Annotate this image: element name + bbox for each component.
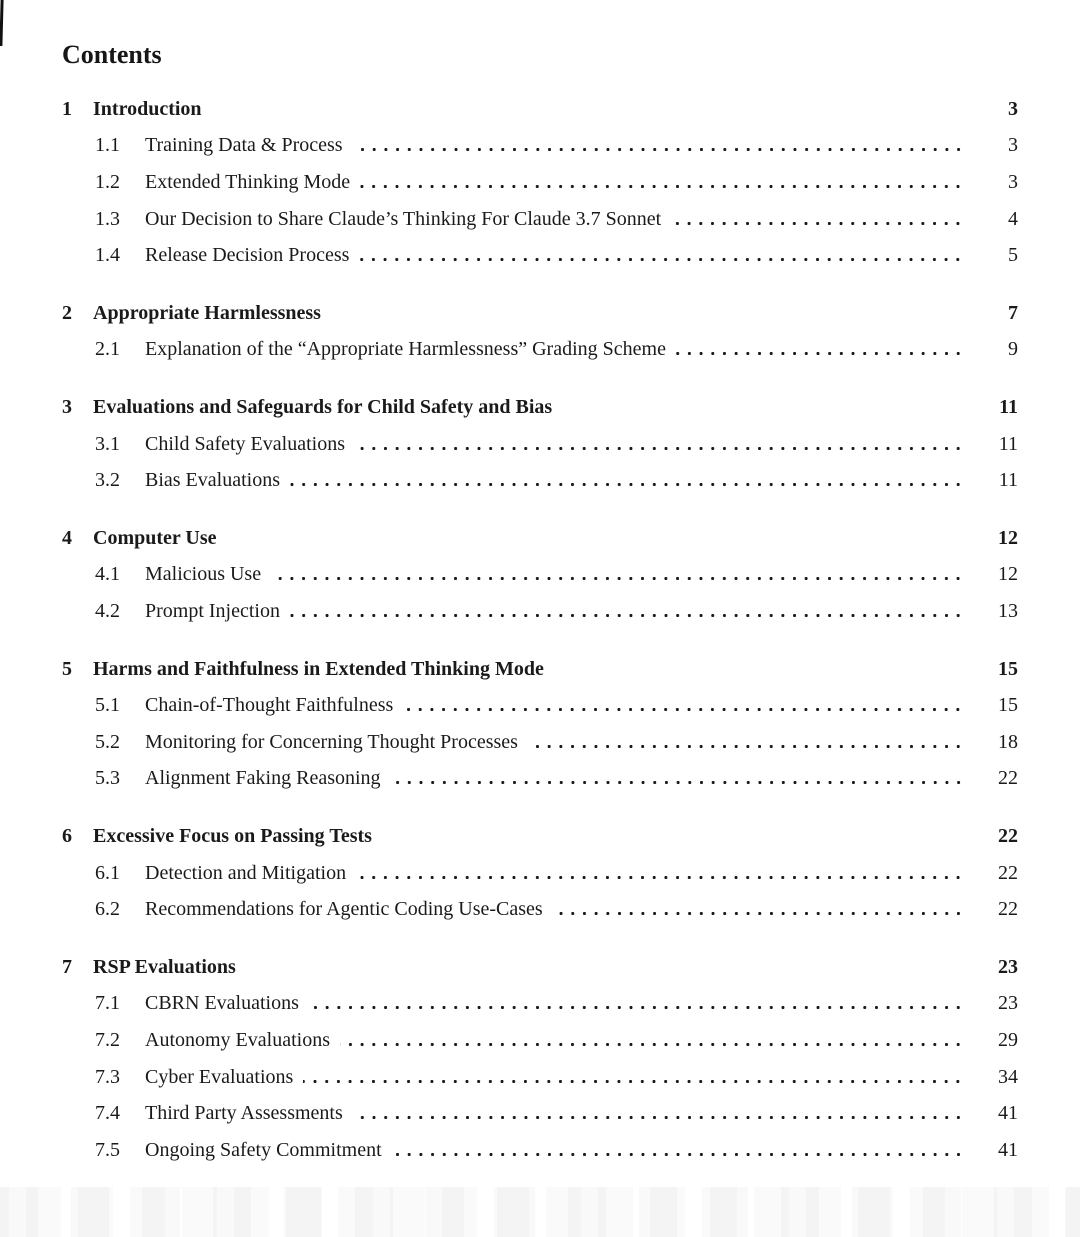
dot-leader: [290, 614, 964, 617]
toc-entry-1-4[interactable]: [62, 237, 1018, 274]
toc-entry-page: 15: [998, 657, 1018, 680]
toc-entry-page: 23: [998, 955, 1018, 978]
toc-entry-number: 1.2: [95, 171, 120, 194]
dot-leader: [382, 839, 964, 842]
toc-entry-number: 4: [62, 526, 72, 549]
dot-leader: [671, 222, 964, 225]
toc-entry-title: Computer Use: [93, 526, 217, 549]
toc-entry-title: Prompt Injection: [145, 600, 280, 623]
dot-leader: [353, 1116, 964, 1119]
toc-entry-title: Autonomy Evaluations: [145, 1028, 330, 1051]
toc-entry-6[interactable]: [62, 818, 1018, 855]
toc-entry-page: 9: [1008, 338, 1018, 361]
dot-leader: [562, 410, 964, 413]
toc-entry-6-1[interactable]: [62, 855, 1018, 892]
dot-leader: [360, 185, 964, 188]
toc-entry-title: Ongoing Safety Commitment: [145, 1138, 382, 1161]
toc-entry-number: 1.3: [95, 207, 120, 230]
dot-leader: [392, 1153, 964, 1156]
toc-entry-title: Our Decision to Share Claude’s Thinking For Claude 3.7 Sonnet: [145, 207, 662, 230]
toc-entry-title: Extended Thinking Mode: [145, 171, 351, 194]
toc-entry-page: 41: [998, 1138, 1018, 1161]
toc-entry-number: 1.1: [95, 134, 120, 157]
toc-entry-number: 7: [62, 955, 72, 978]
toc-entry-number: 5.1: [95, 694, 120, 717]
toc-entry-3-2[interactable]: [62, 462, 1018, 499]
toc-entry-title: Bias Evaluations: [145, 469, 280, 492]
toc-entry-title: Alignment Faking Reasoning: [145, 767, 381, 790]
toc-entry-4-2[interactable]: [62, 593, 1018, 630]
dot-leader: [290, 483, 964, 486]
toc-entry-number: 2.1: [95, 338, 120, 361]
toc-entry-5-1[interactable]: [62, 687, 1018, 724]
toc-entry-page: 12: [998, 526, 1018, 549]
toc-entry-page: 22: [998, 767, 1018, 790]
dot-leader: [303, 1080, 964, 1083]
toc-entry-title: Evaluations and Safeguards for Child Safety and Bias: [93, 396, 553, 419]
toc-entry-7-1[interactable]: [62, 985, 1018, 1022]
toc-entry-title: Recommendations for Agentic Coding Use-Cases: [145, 898, 543, 921]
toc-entry-title: Excessive Focus on Passing Tests: [93, 824, 372, 847]
toc-entry-title: Child Safety Evaluations: [145, 432, 345, 455]
toc-entry-page: 3: [1008, 171, 1018, 194]
dot-leader: [391, 781, 964, 784]
toc-entry-page: 22: [998, 861, 1018, 884]
toc-entry-3-1[interactable]: [62, 426, 1018, 463]
toc-entry-page: 12: [998, 563, 1018, 586]
toc-entry-number: 1: [62, 97, 72, 120]
toc-entry-number: 4.1: [95, 563, 120, 586]
toc-entry-page: 22: [998, 824, 1018, 847]
toc-entry-page: 11: [998, 432, 1018, 455]
toc-entry-title: Introduction: [93, 97, 202, 120]
toc-entry-number: 1.4: [95, 244, 120, 267]
toc-entry-number: 6: [62, 824, 72, 847]
toc-entry-title: Explanation of the “Appropriate Harmlessness” Grading Scheme: [145, 338, 666, 361]
toc-entry-7[interactable]: [62, 949, 1018, 986]
toc-entry-1-2[interactable]: [62, 164, 1018, 201]
dot-leader: [676, 352, 964, 355]
toc-entry-title: Harms and Faithfulness in Extended Thinking Mode: [93, 657, 544, 680]
dot-leader: [353, 148, 964, 151]
dot-leader: [554, 672, 964, 675]
dot-leader: [331, 316, 964, 319]
bottom-edge-artifact: [0, 1187, 1080, 1237]
toc-entry-page: 3: [1008, 134, 1018, 157]
dot-leader: [340, 1043, 964, 1046]
toc-entry-title: Release Decision Process: [145, 244, 350, 267]
toc-entry-page: 11: [998, 469, 1018, 492]
dot-leader: [246, 970, 964, 973]
toc-entry-title: RSP Evaluations: [93, 955, 236, 978]
toc-entry-title: Appropriate Harmlessness: [93, 301, 321, 324]
toc-entry-number: 5: [62, 657, 72, 680]
toc-entry-page: 22: [998, 898, 1018, 921]
dot-leader: [553, 912, 964, 915]
toc-entry-1-1[interactable]: [62, 127, 1018, 164]
toc-entry-number: 3.2: [95, 469, 120, 492]
toc-entry-page: 7: [1008, 301, 1018, 324]
toc-entry-5-2[interactable]: [62, 724, 1018, 761]
dot-leader: [227, 541, 964, 544]
dot-leader: [356, 876, 964, 879]
toc-entry-title: Chain-of-Thought Faithfulness: [145, 694, 394, 717]
toc-entry-page: 11: [999, 396, 1018, 419]
toc-entry-page: 41: [998, 1102, 1018, 1125]
toc-entry-number: 6.2: [95, 898, 120, 921]
toc-entry-page: 5: [1008, 244, 1018, 267]
toc-entry-number: 5.3: [95, 767, 120, 790]
toc-entry-title: CBRN Evaluations: [145, 992, 299, 1015]
toc-entry-5-3[interactable]: [62, 760, 1018, 797]
toc-entry-number: 7.2: [95, 1028, 120, 1051]
toc-entry-5[interactable]: [62, 651, 1018, 688]
toc-entry-7-4[interactable]: [62, 1095, 1018, 1132]
toc-entry-title: Cyber Evaluations: [145, 1065, 294, 1088]
toc-entry-page: 18: [998, 730, 1018, 753]
dot-leader: [403, 708, 964, 711]
dot-leader: [528, 745, 964, 748]
toc-entry-page: 15: [998, 694, 1018, 717]
toc-entry-3[interactable]: [62, 389, 1018, 426]
toc-entry-number: 7.1: [95, 992, 120, 1015]
toc-entry-number: 2: [62, 301, 72, 324]
toc-entry-7-5[interactable]: [62, 1132, 1018, 1169]
toc-entry-number: 7.5: [95, 1138, 120, 1161]
toc-entry-page: 3: [1008, 97, 1018, 120]
toc-entry-page: 34: [998, 1065, 1018, 1088]
toc-entry-title: Malicious Use: [145, 563, 262, 586]
toc-entry-title: Monitoring for Concerning Thought Processes: [145, 730, 518, 753]
toc-entry-4-1[interactable]: [62, 556, 1018, 593]
toc-entry-page: 4: [1008, 207, 1018, 230]
toc-entry-4[interactable]: [62, 520, 1018, 557]
dot-leader: [309, 1006, 964, 1009]
toc-entry-page: 29: [998, 1028, 1018, 1051]
toc-entry-title: Training Data & Process: [145, 134, 343, 157]
dot-leader: [271, 577, 964, 580]
toc-entry-7-3[interactable]: [62, 1059, 1018, 1096]
contents-heading: Contents: [62, 40, 162, 69]
toc-entry-2-1[interactable]: [62, 331, 1018, 368]
dot-leader: [359, 258, 964, 261]
toc-entry-2[interactable]: [62, 295, 1018, 332]
toc-entry-number: 7.3: [95, 1065, 120, 1088]
dot-leader: [212, 112, 964, 115]
toc-entry-number: 4.2: [95, 600, 120, 623]
toc-entry-1-3[interactable]: [62, 201, 1018, 238]
toc-entry-number: 6.1: [95, 861, 120, 884]
toc-entry-number: 3: [62, 396, 72, 419]
toc-entry-number: 3.1: [95, 432, 120, 455]
toc-entry-page: 13: [998, 600, 1018, 623]
toc-entry-1[interactable]: [62, 91, 1018, 128]
toc-entry-number: 5.2: [95, 730, 120, 753]
dot-leader: [355, 447, 964, 450]
table-of-contents: [62, 91, 1018, 1168]
toc-entry-number: 7.4: [95, 1102, 120, 1125]
toc-entry-6-2[interactable]: [62, 891, 1018, 928]
toc-entry-title: Detection and Mitigation: [145, 861, 347, 884]
toc-entry-title: Third Party Assessments: [145, 1102, 343, 1125]
toc-entry-7-2[interactable]: [62, 1022, 1018, 1059]
toc-entry-page: 23: [998, 992, 1018, 1015]
